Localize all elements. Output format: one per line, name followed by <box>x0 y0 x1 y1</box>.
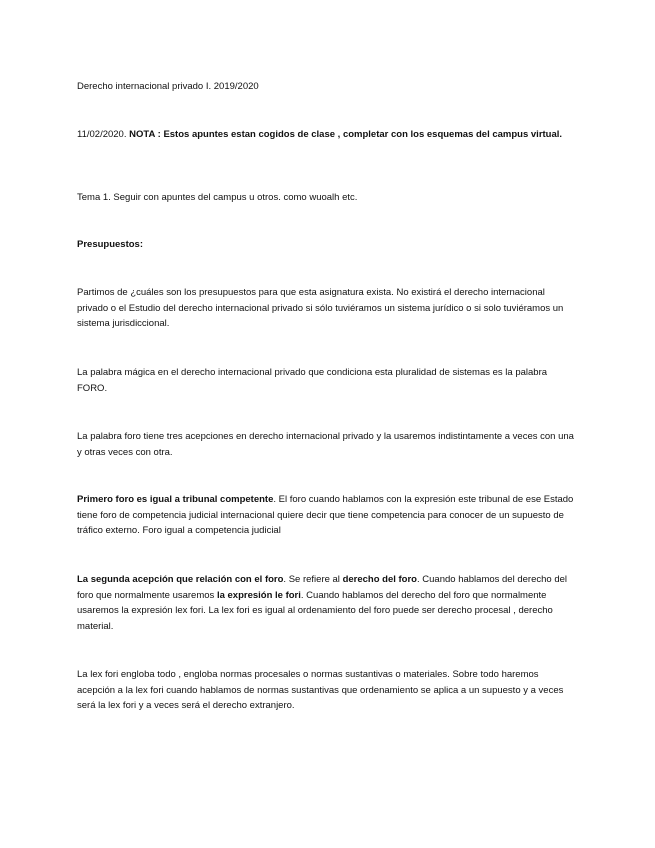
note-label: NOTA : <box>129 129 161 140</box>
segunda-text-2: . Cuando hablamos del derecho del foro que normalmente usaremos <box>77 574 567 601</box>
paragraph-partimos: Partimos de ¿cuáles son los presupuestos para que esta asignatura exista. No existirá el derecho internacional privado o el Estudio del derecho internacional privado si sólo tuviéramos un sistema jurídico o si solo tuviéramos un sistema jurisdiccional. <box>77 287 564 329</box>
segunda-bold-2: derecho del foro <box>342 574 417 585</box>
note-date: 11/02/2020. <box>77 129 127 140</box>
primero-foro-bold: Primero foro es igual a tribunal competente <box>77 494 274 505</box>
paragraph-palabra-magica: La palabra mágica en el derecho internacional privado que condiciona esta pluralidad de sistemas es la palabra FORO. <box>77 367 548 394</box>
primero-foro-text: . El foro cuando hablamos con la expresión este tribunal de ese Estado tiene foro de competencia judicial internacional quiere decir que tiene competencia para conocer de un supuesto de tráfico externo. Foro igual a competencia judicial <box>77 494 574 536</box>
heading-presupuestos <box>77 237 577 253</box>
note-text: Estos apuntes estan cogidos de clase , completar con los esquemas del campus virtual. <box>163 129 563 140</box>
segunda-bold-1: La segunda acepción que relación con el foro <box>77 574 284 585</box>
segunda-text-1: . Se refiere al <box>283 574 343 585</box>
segunda-text-3: . Cuando hablamos del derecho del foro que normalmente usaremos la expresión lex fori. La lex fori es igual al ordenamiento del foro puede ser derecho procesal , derecho material. <box>77 589 553 632</box>
heading-presupuestos-text: Presupuestos: <box>77 239 143 250</box>
paragraph-tres-acepciones: La palabra foro tiene tres acepciones en derecho internacional privado y la usaremos indistintamente a veces con una y otras veces con otra. <box>77 431 574 458</box>
paragraph-primero-foro <box>77 492 577 539</box>
paragraph-segunda-acepcion <box>77 572 577 634</box>
document-title: Derecho internacional privado I. 2019/2020 <box>77 81 259 92</box>
paragraph-lex-fori: La lex fori engloba todo , engloba normas procesales o normas sustantivas o materiales. Sobre todo haremos acepción a la lex fori cuando hablamos de normas sustantivas que ordenamiento se aplica a un supuesto y a veces será la lex fori y a veces será el derecho extranjero. <box>77 669 564 711</box>
note-paragraph <box>77 127 577 143</box>
tema-paragraph: Tema 1. Seguir con apuntes del campus u otros. como wuoalh etc. <box>77 192 358 203</box>
segunda-bold-3: la expresión le fori <box>216 589 301 601</box>
